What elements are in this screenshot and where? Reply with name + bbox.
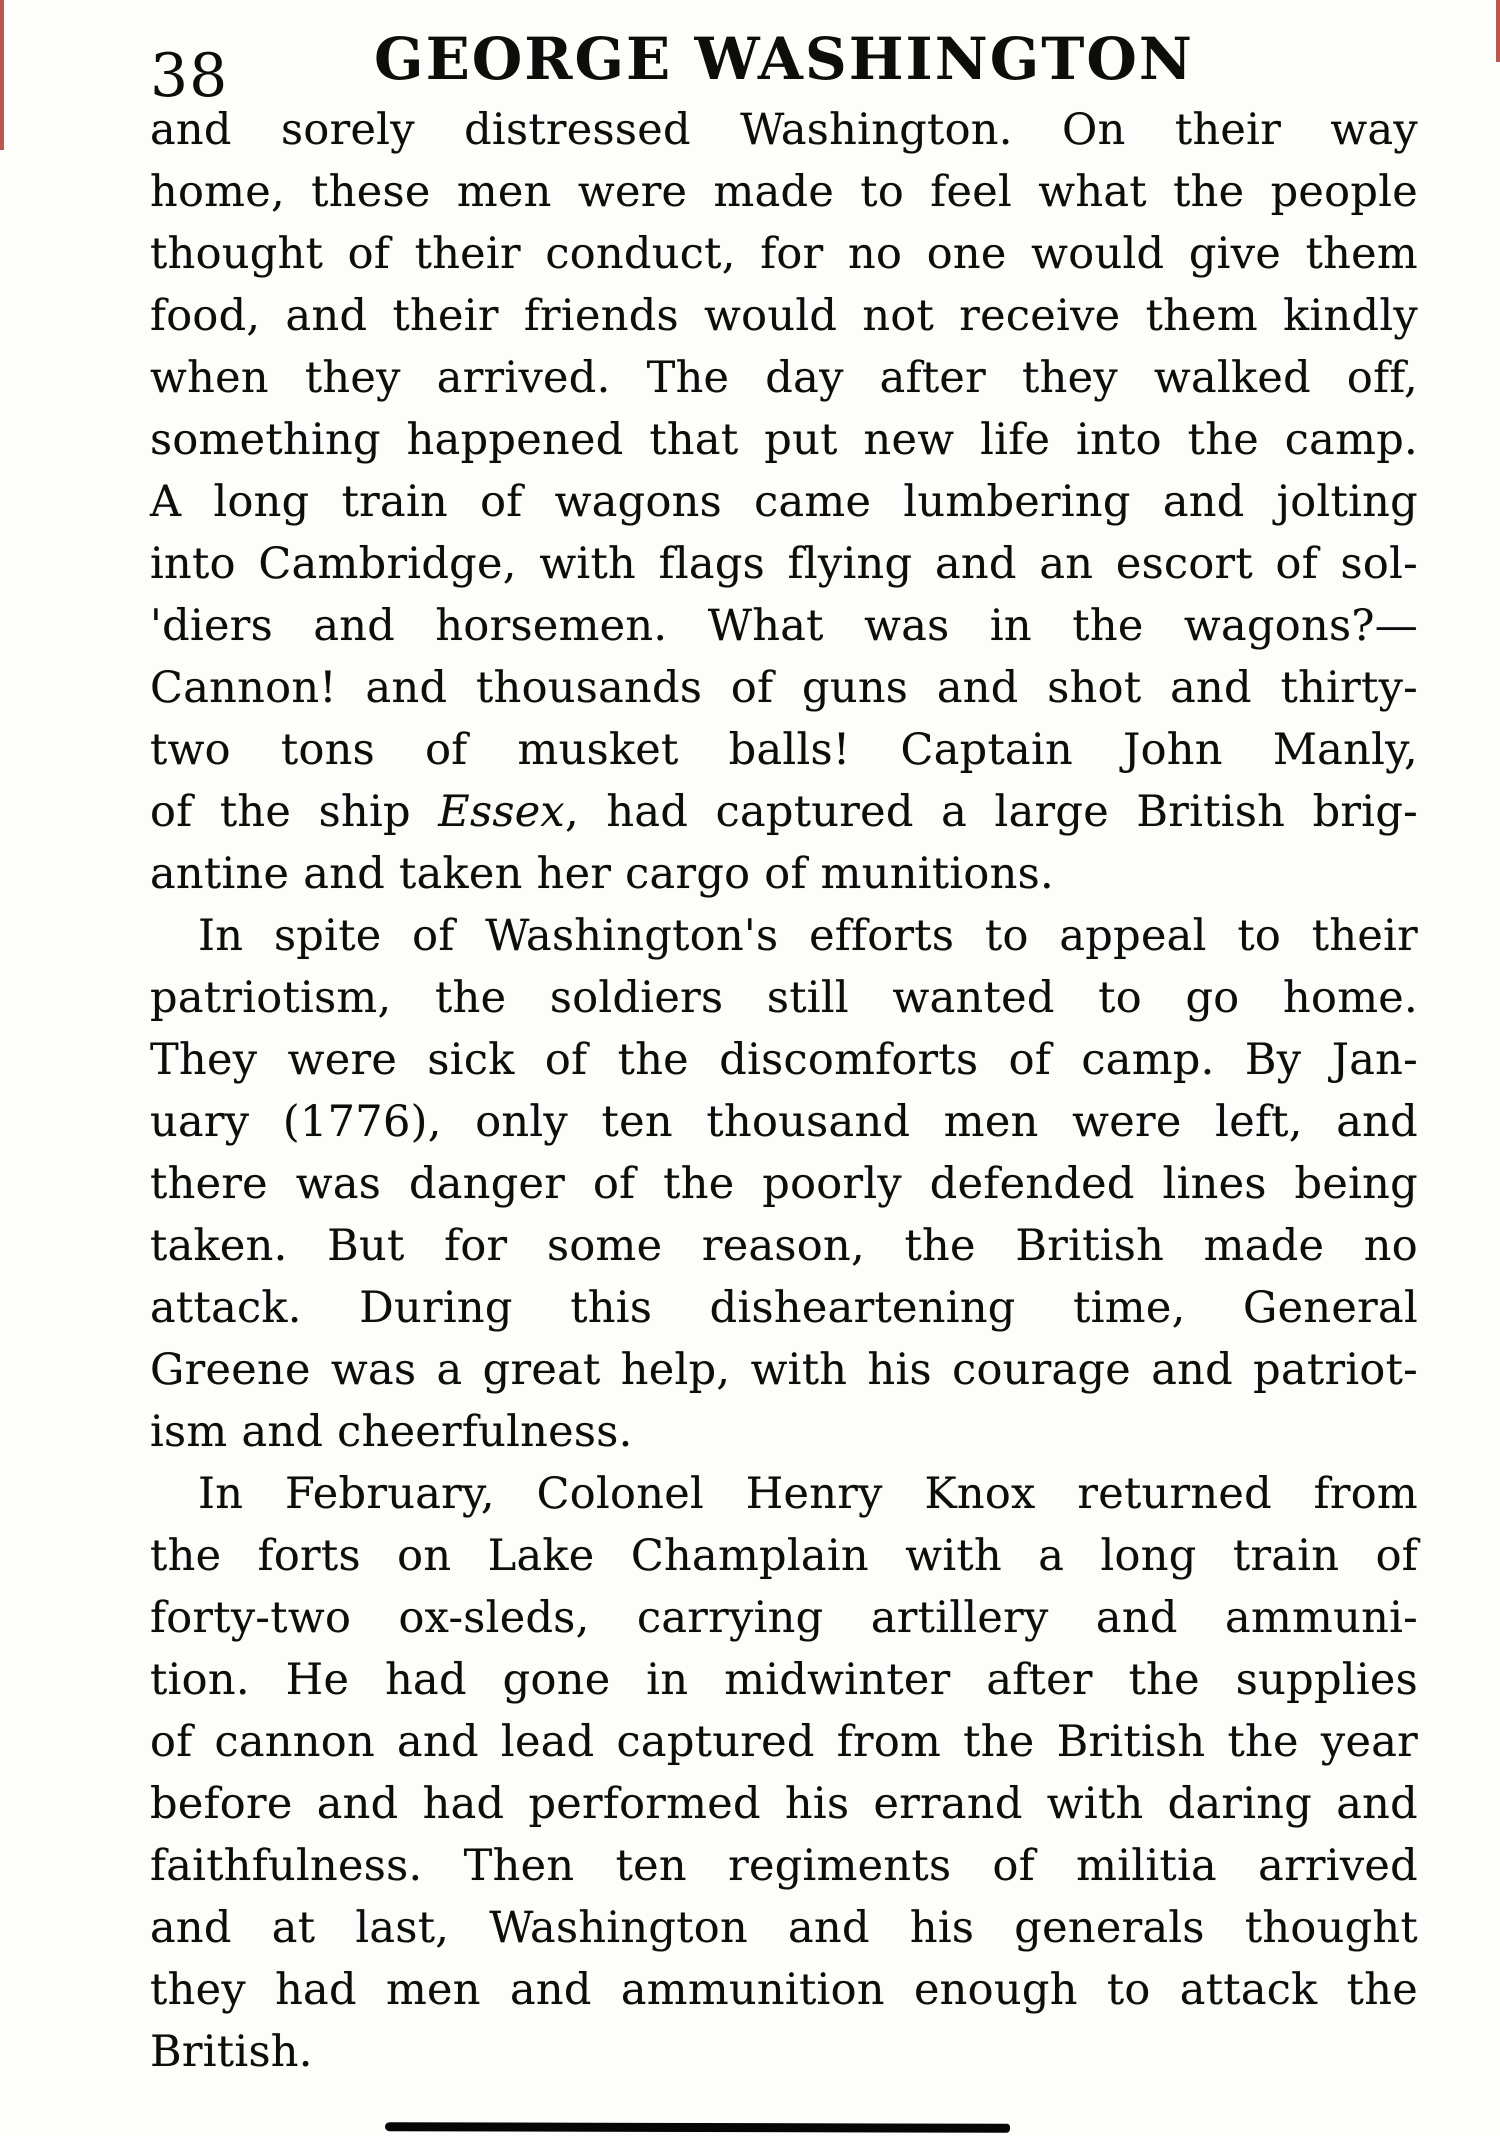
text-line: attack. During this disheartening time, General xyxy=(150,1283,1418,1333)
text-line: tion. He had gone in midwinter after the supplies xyxy=(150,1655,1418,1705)
text-line: of cannon and lead captured from the British the year xyxy=(150,1717,1418,1767)
text-line: food, and their friends would not receive them kindly xyxy=(150,291,1418,341)
text-line: the forts on Lake Champlain with a long train of xyxy=(150,1531,1418,1581)
text-line: uary (1776), only ten thousand men were left, and xyxy=(150,1097,1418,1147)
text-line: and at last, Washington and his generals thought xyxy=(150,1903,1418,1953)
text-line xyxy=(150,781,1418,843)
text-line: and sorely distressed Washington. On their way xyxy=(150,105,1418,155)
page-number: 38 xyxy=(150,41,229,111)
text-line: patriotism, the soldiers still wanted to go home. xyxy=(150,973,1418,1023)
text-line: when they arrived. The day after they walked off, xyxy=(150,353,1418,403)
running-title: GEORGE WASHINGTON xyxy=(374,25,1194,93)
text-line: antine and taken her cargo of munitions. xyxy=(150,849,1054,899)
text-line: faithfulness. Then ten regiments of militia arrived xyxy=(150,1841,1418,1891)
text-line: taken. But for some reason, the British made no xyxy=(150,1221,1418,1271)
text-segment: of the ship xyxy=(150,787,439,837)
text-line: 'diers and horsemen. What was in the wagons?— xyxy=(150,601,1418,651)
text-line-paragraph-start: In February, Colonel Henry Knox returned from xyxy=(198,1469,1418,1519)
text-line: two tons of musket balls! Captain John Manly, xyxy=(150,725,1418,775)
scan-smudge-bottom xyxy=(385,2122,1010,2133)
text-line: before and had performed his errand with daring and xyxy=(150,1779,1418,1829)
text-line: something happened that put new life into the camp. xyxy=(150,415,1418,465)
scan-edge-artifact-right xyxy=(1496,0,1500,62)
text-line: ism and cheerfulness. xyxy=(150,1407,633,1457)
text-line: They were sick of the discomforts of camp. By Jan- xyxy=(150,1035,1418,1085)
text-line: A long train of wagons came lumbering and jolting xyxy=(150,477,1418,527)
scan-edge-artifact-left xyxy=(0,0,4,150)
text-line-paragraph-start: In spite of Washington's efforts to appeal to their xyxy=(198,911,1418,961)
text-line: into Cambridge, with flags flying and an escort of sol- xyxy=(150,539,1418,589)
text-block xyxy=(150,99,1418,2083)
text-line: forty-two ox-sleds, carrying artillery and ammuni- xyxy=(150,1593,1418,1643)
text-line: Greene was a great help, with his courage and patriot- xyxy=(150,1345,1418,1395)
text-line: thought of their conduct, for no one would give them xyxy=(150,229,1418,279)
text-line: there was danger of the poorly defended lines being xyxy=(150,1159,1418,1209)
text-line: British. xyxy=(150,2027,313,2077)
text-line: they had men and ammunition enough to attack the xyxy=(150,1965,1418,2015)
text-line: Cannon! and thousands of guns and shot and thirty- xyxy=(150,663,1418,713)
text-segment: , had captured a large British brig- xyxy=(565,787,1418,837)
ship-name-italic: Essex xyxy=(438,787,565,837)
text-line: home, these men were made to feel what the people xyxy=(150,167,1418,217)
